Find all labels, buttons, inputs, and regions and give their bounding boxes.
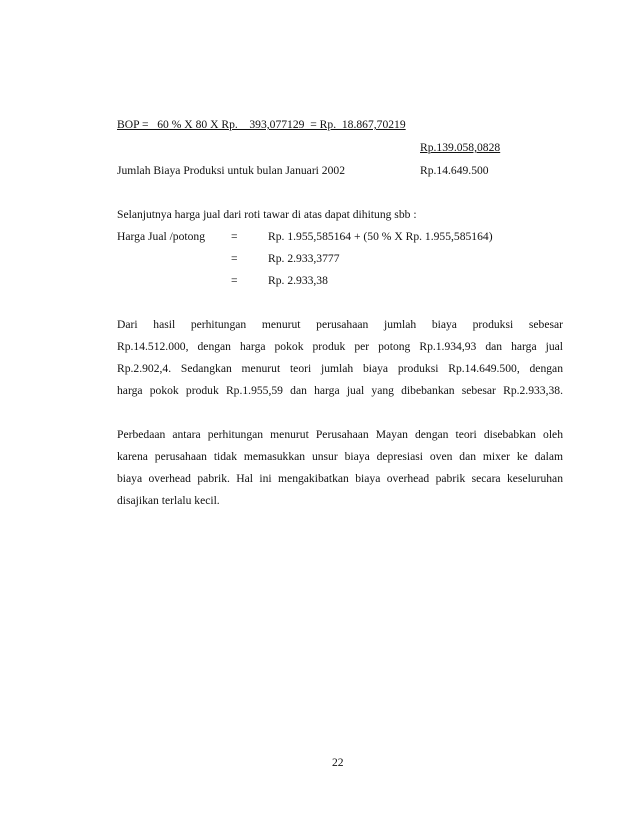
paragraph-line: Perbedaan antara perhitungan menurut Perusahaan Mayan dengan teori disebabkan oleh [117,428,563,441]
bop-line: BOP = 60 % X 80 X Rp. 393,077129 = Rp. 18.867,70219 [117,118,406,131]
paragraph-line: biaya overhead pabrik. Hal ini mengakibatkan biaya overhead pabrik secara keseluruhan [117,472,563,485]
paragraph-line: Rp.14.512.000, dengan harga pokok produk per potong Rp.1.934,93 dan harga jual [117,340,563,353]
price-label: Harga Jual /potong [117,230,206,243]
calc-equals: = [231,230,238,243]
paragraph-line: Rp.2.902,4. Sedangkan menurut teori jumlah biaya produksi Rp.14.649.500, dengan [117,362,563,375]
paragraph-line: disajikan terlalu kecil. [117,494,220,507]
total-value: Rp.14.649.500 [420,164,489,177]
calc-expression: Rp. 1.955,585164 + (50 % X Rp. 1.955,585164) [268,230,493,243]
calc-expression: Rp. 2.933,3777 [268,252,340,265]
calc-expression: Rp. 2.933,38 [268,274,328,287]
price-intro: Selanjutnya harga jual dari roti tawar di atas dapat dihitung sbb : [117,208,417,221]
subtotal-value: Rp.139.058,0828 [420,141,501,154]
page-number: 22 [332,756,344,769]
paragraph-line: harga pokok produk Rp.1.955,59 dan harga jual yang dibebankan sebesar Rp.2.933,38. [117,384,563,397]
paragraph-line: karena perusahaan tidak memasukkan unsur biaya depresiasi oven dan mixer ke dalam [117,450,563,463]
calc-equals: = [231,274,238,287]
paragraph-line: Dari hasil perhitungan menurut perusahaan jumlah biaya produksi sebesar [117,318,563,331]
total-label: Jumlah Biaya Produksi untuk bulan Januari 2002 [117,164,345,177]
calc-equals: = [231,252,238,265]
